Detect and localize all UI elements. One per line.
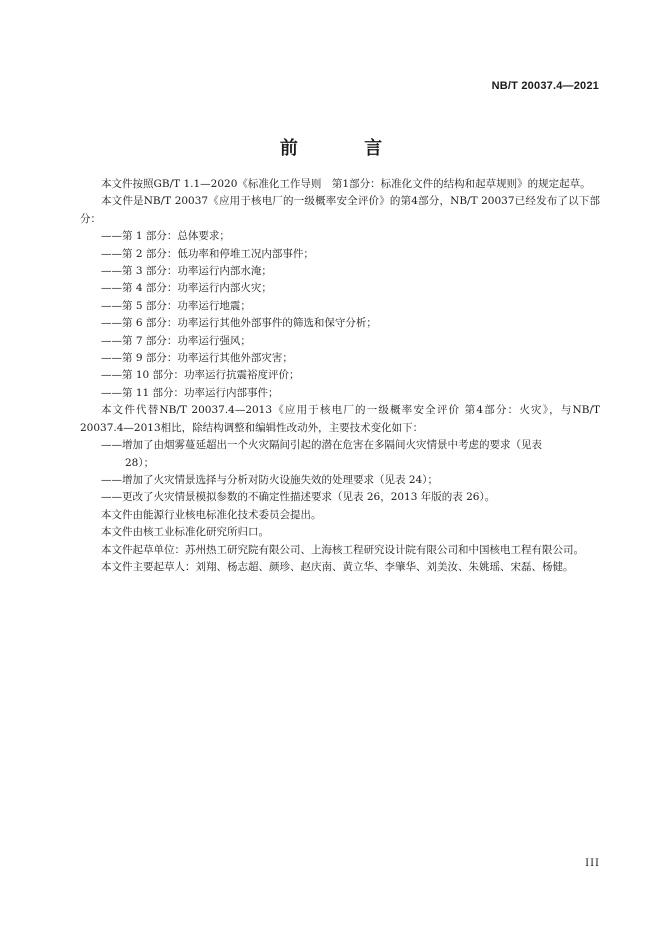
page-title: 前 言 [279, 138, 413, 159]
list-item [80, 437, 600, 472]
paragraph-drafting-units: 本文件起草单位：苏州热工研究院有限公司、上海核工程研究设计院有限公司和中国核电工程有限公司。 [101, 543, 584, 556]
paragraph-drafters: 本文件主要起草人：刘翔、杨志超、颜珍、赵庆南、黄立华、李肇华、刘美汝、朱姚瑶、宋磊、杨健。 [101, 560, 574, 573]
list-item: ——第 2 部分：低功率和停堆工况内部事件； [101, 247, 314, 260]
list-item: ——第 5 部分：功率运行地震； [101, 299, 251, 312]
change-text: ——增加了由烟雾蔓延超出一个火灾隔间引起的潜在危害在多隔间火灾情景中考虑的要求（见表 [101, 439, 542, 452]
list-item: ——第 3 部分：功率运行内部水淹； [101, 265, 272, 278]
list-item: ——第 11 部分：功率运行内部事件； [101, 386, 279, 399]
standard-code: NB/T 20037.4—2021 [491, 80, 599, 92]
list-item: ——第 6 部分：功率运行其他外部事件的筛选和保守分析； [101, 317, 377, 330]
paragraph-administered-by: 本文件由核工业标准化研究所归口。 [101, 526, 269, 539]
list-item: ——第 10 部分：功率运行抗震裕度评价； [101, 369, 300, 382]
changes-list [80, 437, 600, 507]
paragraph-series-info: 本文件是NB/T 20037《应用于核电厂的一级概率安全评价》的第4部分，NB/T 20037已经发布了以下部分： [80, 195, 600, 225]
list-item: ——第 1 部分：总体要求； [101, 230, 230, 243]
list-item: ——增加了火灾情景选择与分析对防火设施失效的处理要求（见表 24）； [101, 473, 438, 486]
paragraph-proposed-by: 本文件由能源行业核电标准化技术委员会提出。 [101, 508, 322, 521]
paragraph-replacement: 本文件代替NB/T 20037.4—2013《应用于核电厂的一级概率安全评价 第4部分：火灾》，与NB/T 20037.4—2013相比，除结构调整和编辑性改动外，主要技术变化如下： [80, 404, 600, 434]
change-text-continuation: 28）； [125, 456, 155, 469]
list-item: ——第 9 部分：功率运行其他外部灾害； [101, 352, 293, 365]
paragraph-drafting-rules: 本文件按照GB/T 1.1—2020《标准化工作导则 第1部分：标准化文件的结构和起草规则》的规定起草。 [101, 178, 591, 190]
page-number: III [585, 858, 600, 869]
foreword-body [80, 176, 600, 576]
list-item: ——第 7 部分：功率运行强风； [101, 334, 251, 347]
list-item: ——更改了火灾情景模拟参数的不确定性描述要求（见表 26，2013 年版的表 26）。 [101, 491, 496, 504]
list-item: ——第 4 部分：功率运行内部火灾； [101, 282, 272, 295]
parts-list [80, 228, 600, 402]
